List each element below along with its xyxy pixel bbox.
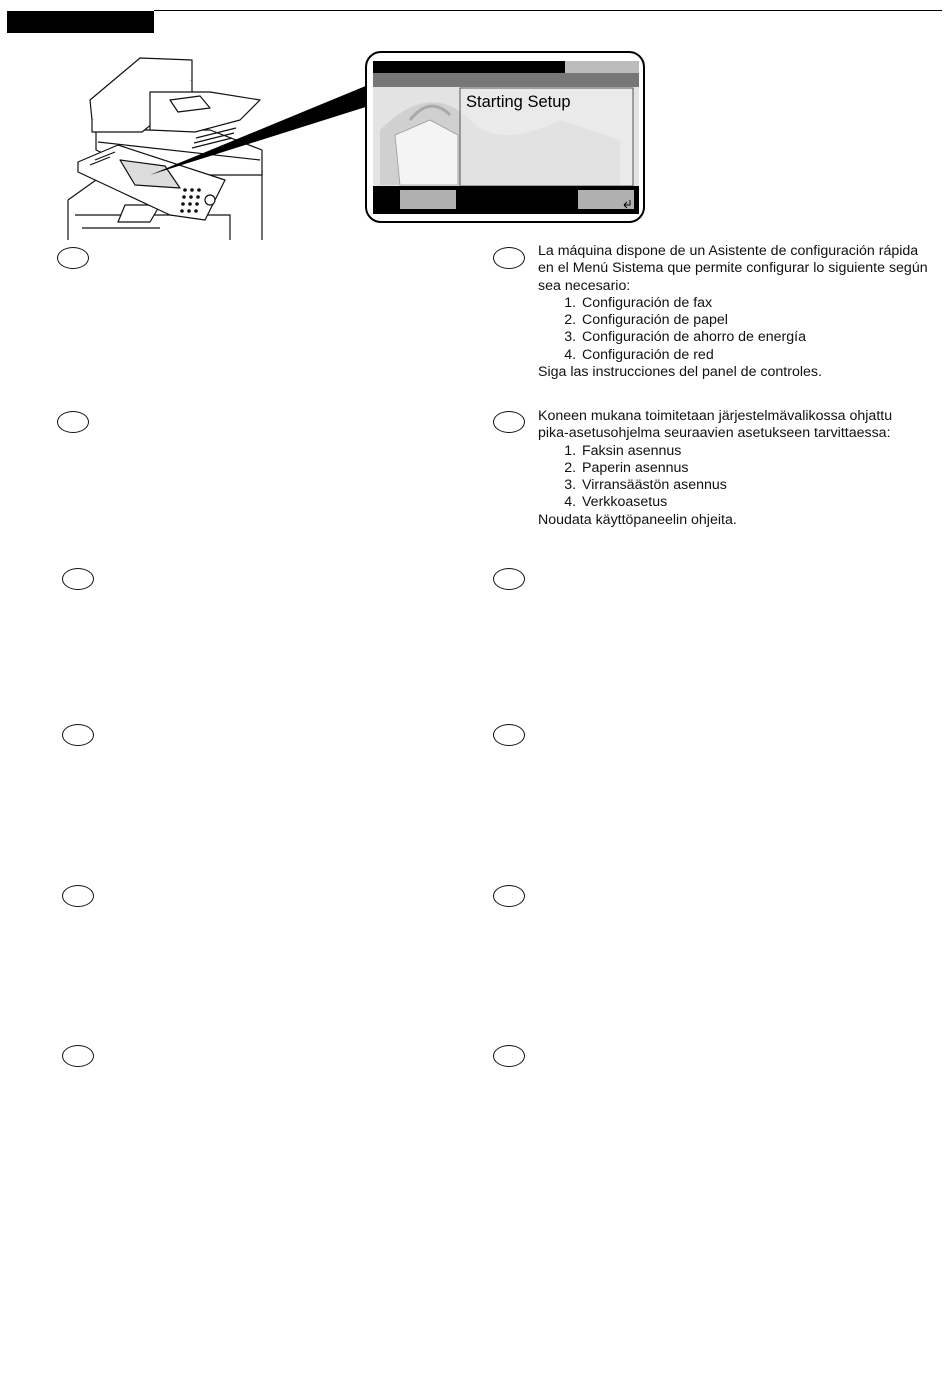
finnish-list-item: 3. Virransäästön asennus	[580, 477, 908, 494]
language-marker	[493, 1045, 525, 1067]
finnish-intro: Koneen mukana toimitetaan järjestelmävalikossa ohjattu pika-asetusohjelma seuraavien asetukseen tarvittaessa:	[538, 408, 893, 442]
language-marker	[62, 724, 94, 746]
language-marker	[493, 885, 525, 907]
spanish-settings-list	[538, 295, 928, 364]
finnish-list-item: 2. Paperin asennus	[580, 460, 908, 477]
spanish-intro: La máquina dispone de un Asistente de configuración rápida en el Menú Sistema que permite configurar lo siguiente según sea necesario:	[538, 243, 928, 294]
finnish-settings-list	[538, 443, 908, 512]
language-marker-finnish	[493, 411, 525, 433]
header-rule	[154, 10, 942, 11]
language-marker-spanish	[493, 247, 525, 269]
finnish-outro: Noudata käyttöpaneelin ohjeita.	[538, 511, 737, 528]
spanish-outro: Siga las instrucciones del panel de controles.	[538, 364, 822, 381]
finnish-list-item: 4. Verkkoasetus	[580, 494, 908, 511]
language-marker	[493, 568, 525, 590]
spanish-list-item: 4. Configuración de red	[580, 347, 928, 364]
language-marker	[62, 885, 94, 907]
spanish-list-item: 1. Configuración de fax	[580, 295, 928, 312]
language-marker	[57, 411, 89, 433]
printer-panel-illustration	[55, 45, 655, 245]
screen-message: Starting Setup	[466, 93, 571, 111]
language-marker	[62, 1045, 94, 1067]
section-header-bar	[7, 11, 154, 33]
spanish-instructions	[538, 243, 928, 381]
finnish-list-item: 1. Faksin asennus	[580, 443, 908, 460]
language-marker	[62, 568, 94, 590]
spanish-list-item: 2. Configuración de papel	[580, 312, 928, 329]
finnish-instructions	[538, 408, 908, 529]
spanish-list-item: 3. Configuración de ahorro de energía	[580, 329, 928, 346]
language-marker	[493, 724, 525, 746]
touch-screen-zoom	[366, 52, 644, 222]
language-marker	[57, 247, 89, 269]
printer-icon	[68, 58, 262, 240]
